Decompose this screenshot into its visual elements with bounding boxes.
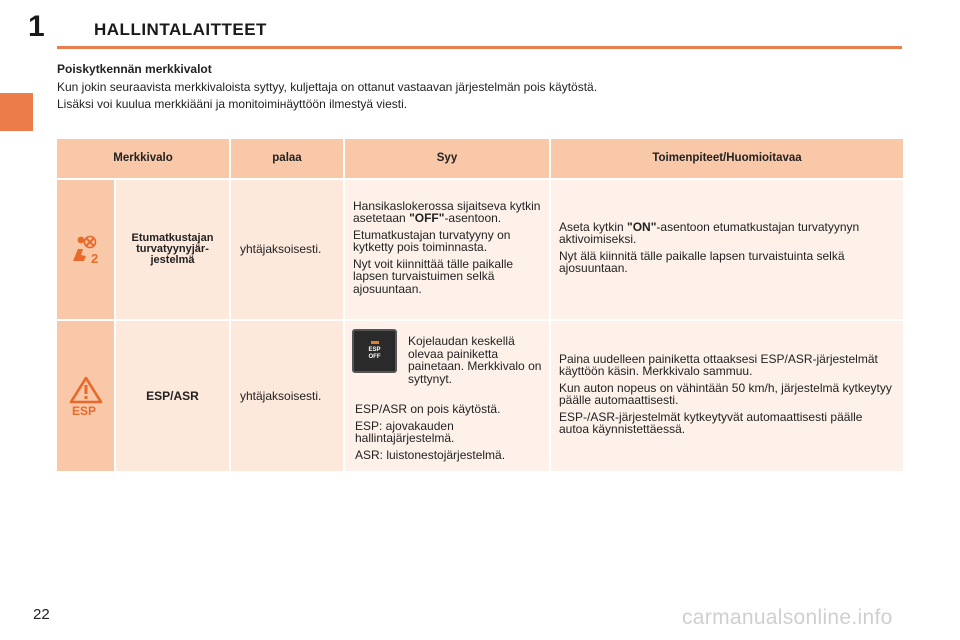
table-row-2-name: ESP/ASR [116, 321, 229, 471]
intro-text-line: Lisäksi voi kuulua merkkiääni ja monitoimінäyttöön ilmestyä viesti. [57, 97, 408, 111]
syy-paragraph: Etumatkustajan turvatyyny on kytketty pois toiminnasta. [353, 227, 511, 255]
syy-paragraph: ESP/ASR on pois käytöstä. [355, 402, 501, 416]
esp-off-button-image [352, 329, 397, 373]
chapter-side-tab [0, 93, 33, 131]
palaa-value: yhtäjaksoisesti. [240, 388, 322, 403]
section-title: Poiskytkennän merkkivalot [57, 62, 212, 76]
table-row-2-toimenpiteet [551, 321, 903, 471]
header-rule [57, 46, 902, 49]
syy-paragraph: Nyt voit kiinnittää tälle paikalle lapsen turvaistuimen selkä ajosuuntaan. [353, 256, 514, 296]
syy-paragraph: Kojelaudan keskellä olevaa painiketta painetaan. Merkkivalo on syttynyt. [408, 334, 542, 386]
table-row-2-icon-cell [57, 321, 114, 471]
toimenpide-paragraph: Kun auton nopeus on vähintään 50 km/h, järjestelmä kytkeytyy päälle automaattisesti. [559, 380, 892, 407]
palaa-value: yhtäjaksoisesti. [240, 242, 322, 257]
toimenpide-paragraph: ESP-/ASR-järjestelmät kytkeytyvät automaattisesti päälle autoa käynnistettäessä. [559, 409, 863, 436]
esp-button-label: OFF [368, 354, 381, 360]
table-row-1-toimenpiteet [551, 180, 903, 319]
toimenpide-paragraph: Aseta kytkin "ON"-asentoon etumatkustajan turvatyynyn aktivoimiseksi. [559, 219, 860, 246]
intro-text-line: Kun jokin seuraavista merkkivaloista syttyy, kuljettaja on ottanut vastaavan järjestelmän pois käytöstä. [57, 80, 598, 94]
chapter-title: HALLINTALAITTEET [94, 20, 267, 39]
column-header-merkkivalo: Merkkivalo [57, 139, 229, 178]
table-row-1-syy [345, 180, 549, 319]
page-number: 22 [33, 606, 50, 623]
syy-text-block [355, 403, 545, 465]
syy-paragraph: Hansikaslokerossa sijaitseva kytkin asetetaan "OFF"-asentoon. [353, 198, 541, 226]
syy-paragraph: ASR: luistonestojärjestelmä. [355, 447, 506, 462]
table-row-1-name: Etumatkustajan turvatyynyjär-jestelmä [116, 180, 229, 319]
chapter-number: 1 [28, 10, 45, 43]
esp-icon-text: ESP [71, 404, 96, 416]
column-header-toimenpiteet: Toimenpiteet/Huomioitavaa [551, 139, 903, 178]
esp-button-label: ESP [368, 347, 381, 353]
toimenpide-paragraph: Nyt älä kiinnitä tälle paikalle lapsen turvaistuinta selkä ajosuuntaan. [559, 248, 845, 275]
column-header-syy: Syy [345, 139, 549, 178]
airbag-off-icon [69, 235, 103, 265]
column-header-palaa: palaa [231, 139, 343, 178]
esp-warning-icon [68, 376, 104, 416]
table-row-1-icon-cell [57, 180, 114, 319]
table-row-2-palaa [231, 321, 343, 471]
watermark: carmanualsonline.info [682, 606, 893, 629]
toimenpide-paragraph: Paina uudelleen painiketta ottaaksesi ESP/ASR-järjestelmät käyttöön käsin. Merkkivalo sammuu. [559, 351, 878, 378]
svg-text:2: 2 [90, 250, 98, 265]
esp-button-led [371, 341, 379, 344]
table-row-1-palaa [231, 180, 343, 319]
syy-paragraph: ESP: ajovakauden hallintajärjestelmä. [355, 418, 455, 445]
